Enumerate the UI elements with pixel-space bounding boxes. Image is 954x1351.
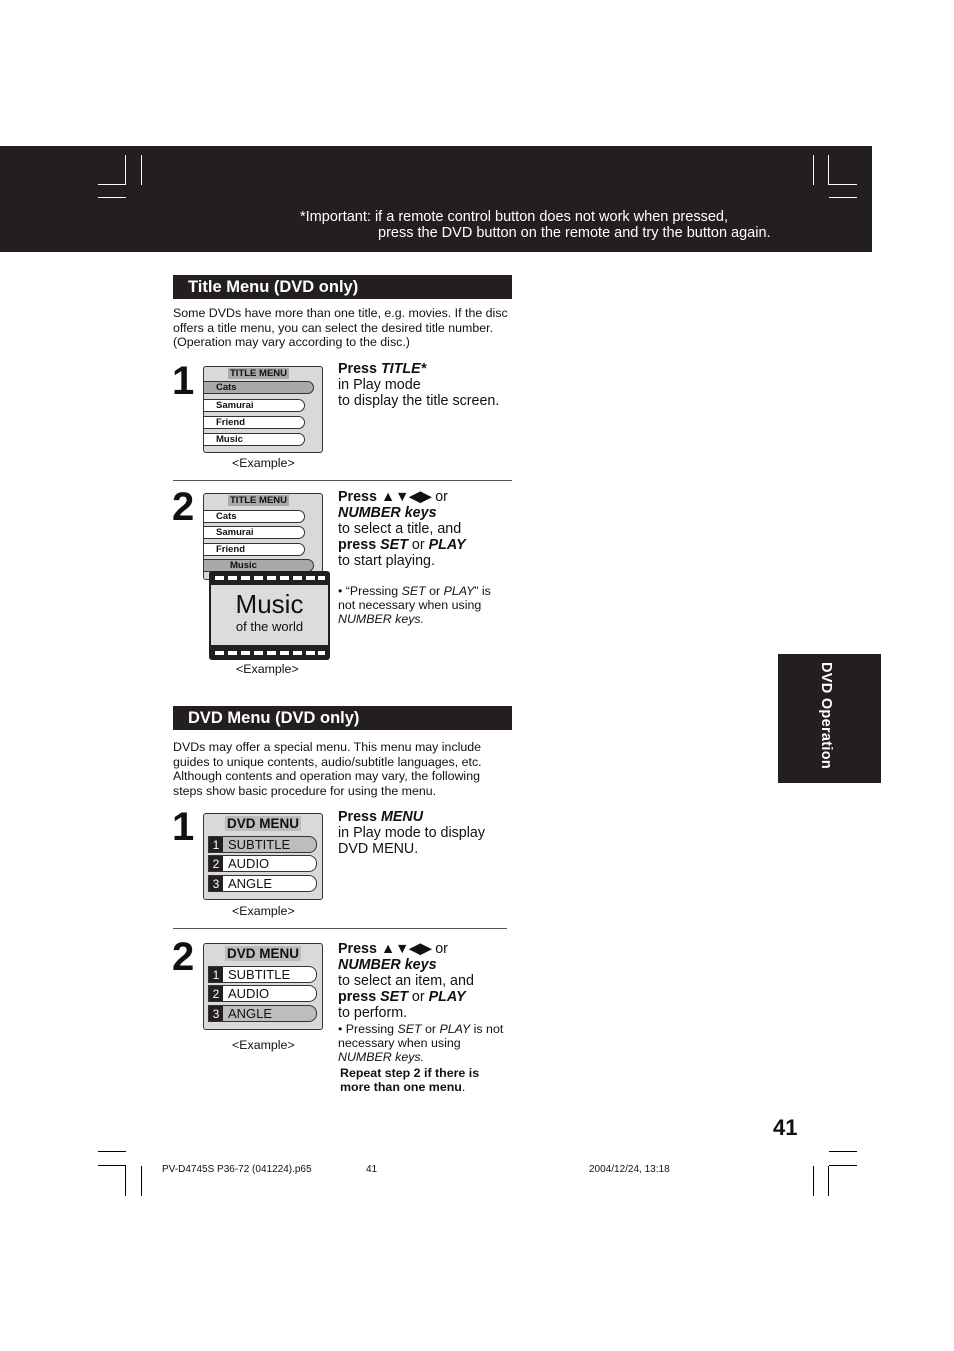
divider [173, 480, 512, 481]
step-number: 2 [172, 935, 195, 979]
or-text: or [431, 941, 448, 957]
menu-item [208, 855, 317, 872]
instr-line: to start playing. [338, 553, 435, 569]
menu-item-number: 3 [209, 1006, 223, 1021]
screen-title: TITLE MENU [230, 495, 287, 506]
or-text: or [407, 537, 429, 553]
repeat-text: Repeat step 2 if there is more than one menu [340, 1066, 480, 1094]
important-line-1: *Important: if a remote control button does not work when pressed, [300, 209, 728, 225]
note-set: SET [397, 1022, 422, 1036]
title-key: TITLE* [380, 361, 427, 377]
note-keys: NUMBER keys. [338, 612, 425, 626]
set-key: SET [380, 537, 408, 553]
screen-title: DVD MENU [227, 946, 300, 961]
menu-item: Friend [204, 543, 305, 556]
step2-note [338, 584, 506, 626]
menu-item: Music [204, 433, 305, 446]
film-frame-image [209, 571, 330, 660]
film-title: Music [235, 589, 304, 619]
arrow-keys-icon: ▲▼◀▶ [380, 489, 432, 505]
set-key: SET [380, 989, 408, 1005]
press-label: Press [338, 941, 381, 957]
menu-item: Cats [204, 381, 314, 394]
menu-item-label: ANGLE [228, 876, 273, 891]
number-keys: NUMBER keys [338, 505, 437, 521]
menu-item: Samurai [204, 399, 305, 412]
step1-instructions [338, 361, 499, 409]
step-number: 1 [172, 805, 195, 849]
title-menu-intro: Some DVDs have more than one title, e.g. movies. If the disc offers a title menu, you can select the desired title number. (Operation may vary according to the disc.) [173, 306, 508, 350]
example-caption: <Example> [232, 456, 295, 470]
menu-item [208, 1005, 317, 1022]
menu-item [208, 836, 317, 853]
instr-line: in Play mode [338, 377, 421, 393]
side-tab-label: DVD Operation [818, 662, 834, 770]
repeat-note [340, 1066, 505, 1094]
press-label: Press [338, 361, 381, 377]
example-caption: <Example> [236, 662, 299, 676]
menu-item: Cats [204, 510, 305, 523]
note-text: is not necessary when using [338, 1022, 504, 1050]
dvd-step1-instructions [338, 809, 485, 857]
instr-line: DVD MENU. [338, 841, 419, 857]
footer-file: PV-D4745S P36-72 (041224).p65 [162, 1164, 312, 1175]
dvd-menu-screen [203, 813, 323, 900]
note-text: • “Pressing [338, 584, 402, 598]
step2-instructions [338, 489, 466, 569]
divider [173, 928, 507, 929]
number-keys: NUMBER keys [338, 957, 437, 973]
menu-item: Friend [204, 416, 305, 429]
example-caption: <Example> [232, 904, 295, 918]
note-text: • Pressing [338, 1022, 398, 1036]
footer-page: 41 [366, 1164, 378, 1175]
step-number: 1 [172, 359, 195, 403]
menu-item-number: 2 [209, 856, 223, 871]
step-number: 2 [172, 485, 195, 529]
footer-date: 2004/12/24, 13:18 [589, 1164, 670, 1175]
important-line-2: press the DVD button on the remote and try the button again. [378, 225, 771, 241]
title-menu-screen [203, 493, 323, 580]
menu-item-number: 1 [209, 837, 223, 852]
dvd-menu-intro: DVDs may offer a special menu. This menu may include guides to unique contents, audio/subtitle languages, etc. Although contents and operation may vary, the following steps show basic procedure for using the menu. [173, 740, 482, 798]
note-text: ” is not necessary when using [338, 584, 491, 612]
menu-item-number: 3 [209, 876, 223, 891]
press-label: Press [338, 809, 381, 825]
important-note [300, 209, 771, 241]
instr-line: to select an item, and [338, 973, 474, 989]
arrow-keys-icon: ▲▼◀▶ [380, 941, 432, 957]
note-text: or [425, 584, 444, 598]
or-text: or [431, 489, 448, 505]
page-number: 41 [773, 1115, 798, 1140]
dvd-step2-note [338, 1022, 508, 1064]
menu-item [208, 985, 317, 1002]
menu-item-label: SUBTITLE [228, 837, 291, 852]
instr-line: in Play mode to display [338, 825, 486, 841]
title-menu-heading: Title Menu (DVD only) [173, 275, 512, 299]
note-keys: NUMBER keys. [338, 1050, 425, 1064]
menu-item-label: SUBTITLE [228, 967, 291, 982]
menu-item [208, 875, 317, 892]
repeat-period: . [461, 1080, 466, 1094]
film-subtitle: of the world [235, 619, 304, 634]
note-text: or [421, 1022, 440, 1036]
note-set: SET [401, 584, 426, 598]
dvd-menu-screen [203, 943, 323, 1030]
note-play: PLAY [439, 1022, 471, 1036]
note-play: PLAY [443, 584, 475, 598]
menu-item: Music [204, 559, 314, 572]
press-label: press [338, 537, 381, 553]
menu-item [208, 966, 317, 983]
title-menu-screen [203, 366, 323, 453]
menu-item: Samurai [204, 526, 305, 539]
menu-item-label: AUDIO [228, 856, 270, 871]
side-tab [778, 654, 881, 783]
instr-line: to perform. [338, 1005, 408, 1021]
press-label: Press [338, 489, 381, 505]
menu-item-label: AUDIO [228, 986, 270, 1001]
play-key: PLAY [428, 989, 466, 1005]
dvd-step2-instructions [338, 941, 474, 1021]
menu-item-number: 2 [209, 986, 223, 1001]
or-text: or [407, 989, 429, 1005]
screen-title: DVD MENU [227, 816, 300, 831]
screen-title: TITLE MENU [230, 368, 287, 379]
play-key: PLAY [428, 537, 466, 553]
example-caption: <Example> [232, 1038, 295, 1052]
menu-item-number: 1 [209, 967, 223, 982]
menu-item-label: ANGLE [228, 1006, 273, 1021]
instr-line: to select a title, and [338, 521, 462, 537]
press-label: press [338, 989, 381, 1005]
dvd-menu-heading: DVD Menu (DVD only) [173, 706, 512, 730]
menu-key: MENU [380, 809, 424, 825]
instr-line: to display the title screen. [338, 393, 500, 409]
